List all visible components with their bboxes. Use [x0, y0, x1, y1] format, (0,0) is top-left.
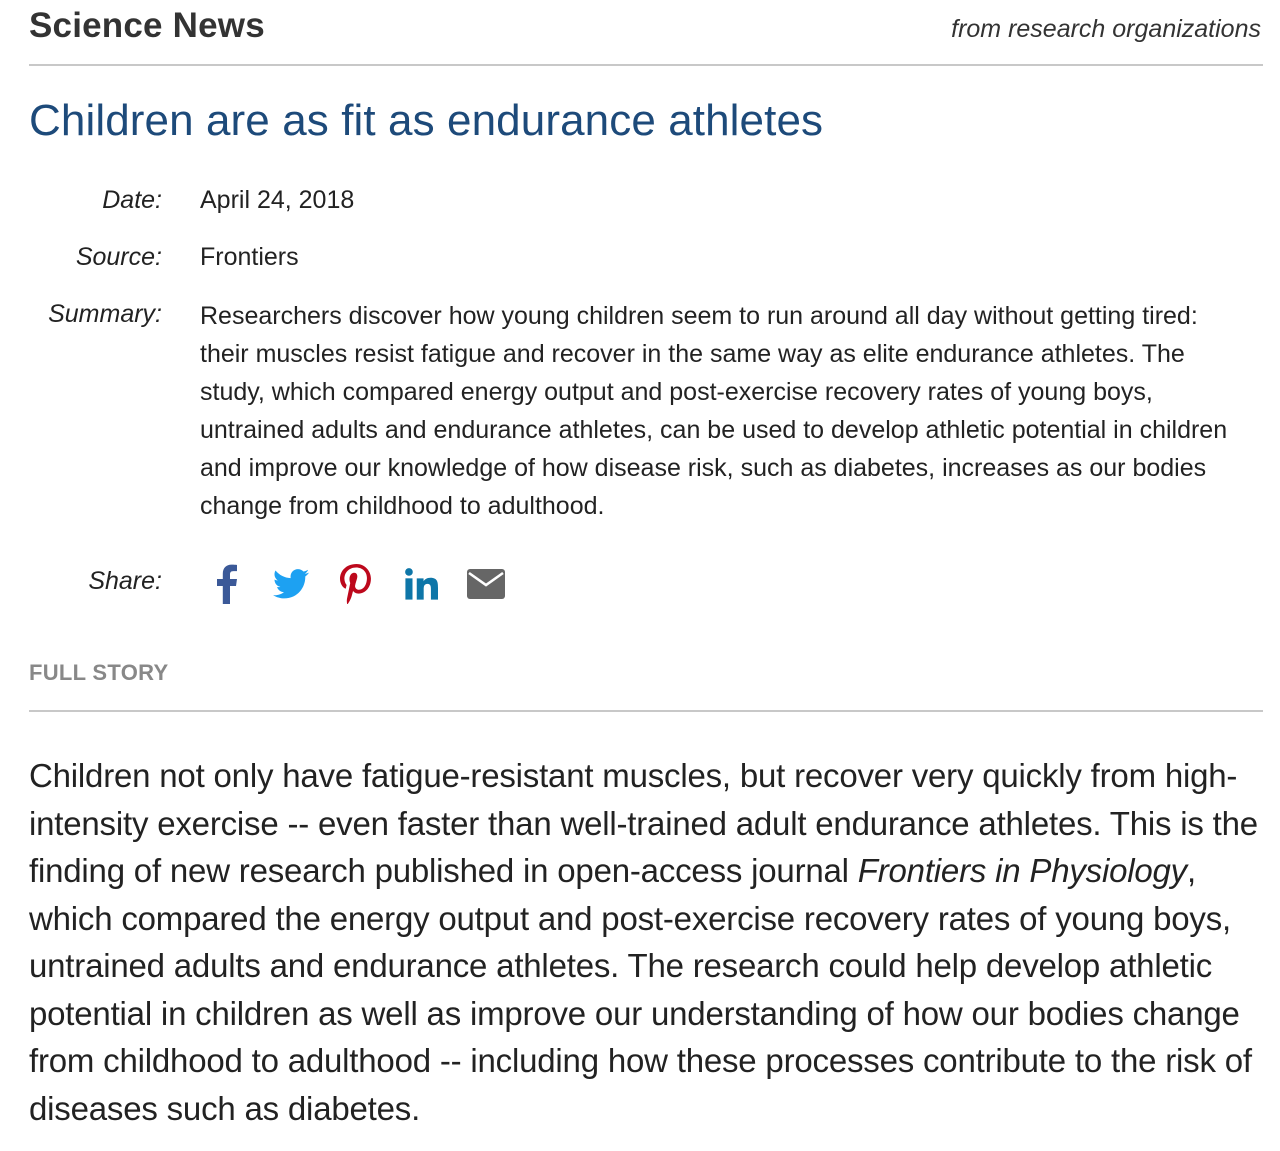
linkedin-icon[interactable] [401, 562, 441, 606]
masthead [29, 0, 1263, 66]
article-headline: Children are as fit as endurance athletes [29, 96, 824, 145]
source-label: Source: [75, 243, 162, 271]
date-value: April 24, 2018 [200, 186, 355, 214]
twitter-icon[interactable] [271, 562, 311, 606]
story-text-part2: , which compared the energy output and post-exercise recovery rates of young boys, untrained adults and endurance athletes. The research could help develop athletic potential in children as well as improve our understanding of how our bodies change from childhood to adulthood -- including how these processes contribute to the risk of diseases such as diabetes. [29, 852, 1252, 1127]
share-label: Share: [88, 567, 162, 595]
facebook-icon[interactable] [206, 562, 246, 606]
summary-label: Summary: [48, 300, 162, 328]
section-divider [29, 710, 1263, 712]
story-body [29, 752, 1264, 1132]
story-text-part1: Children not only have fatigue-resistant muscles, but recover very quickly from high-intensity exercise -- even faster than well-trained adult endurance athletes. This is the finding of new research published in open-access journal [29, 757, 1258, 889]
site-name[interactable]: Science News [29, 6, 265, 45]
email-icon[interactable] [466, 562, 506, 606]
summary-text: Researchers discover how young children seem to run around all day without getting tired: their muscles resist fatigue and recover in the same way as elite endurance athletes. The study, which compared energy output and post-exercise recovery rates of young boys, untrained adults and endurance athletes, can be used to develop athletic potential in children and improve our knowledge of how disease risk, such as diabetes, increases as our bodies change from childhood to adulthood. [200, 302, 1228, 520]
date-label: Date: [102, 186, 162, 214]
pinterest-icon[interactable] [336, 562, 376, 606]
journal-name: Frontiers in Physiology [857, 852, 1187, 889]
share-icons [206, 560, 531, 608]
site-tagline: from research organizations [951, 15, 1261, 43]
source-value[interactable]: Frontiers [200, 243, 299, 271]
full-story-label: FULL STORY [29, 660, 169, 685]
